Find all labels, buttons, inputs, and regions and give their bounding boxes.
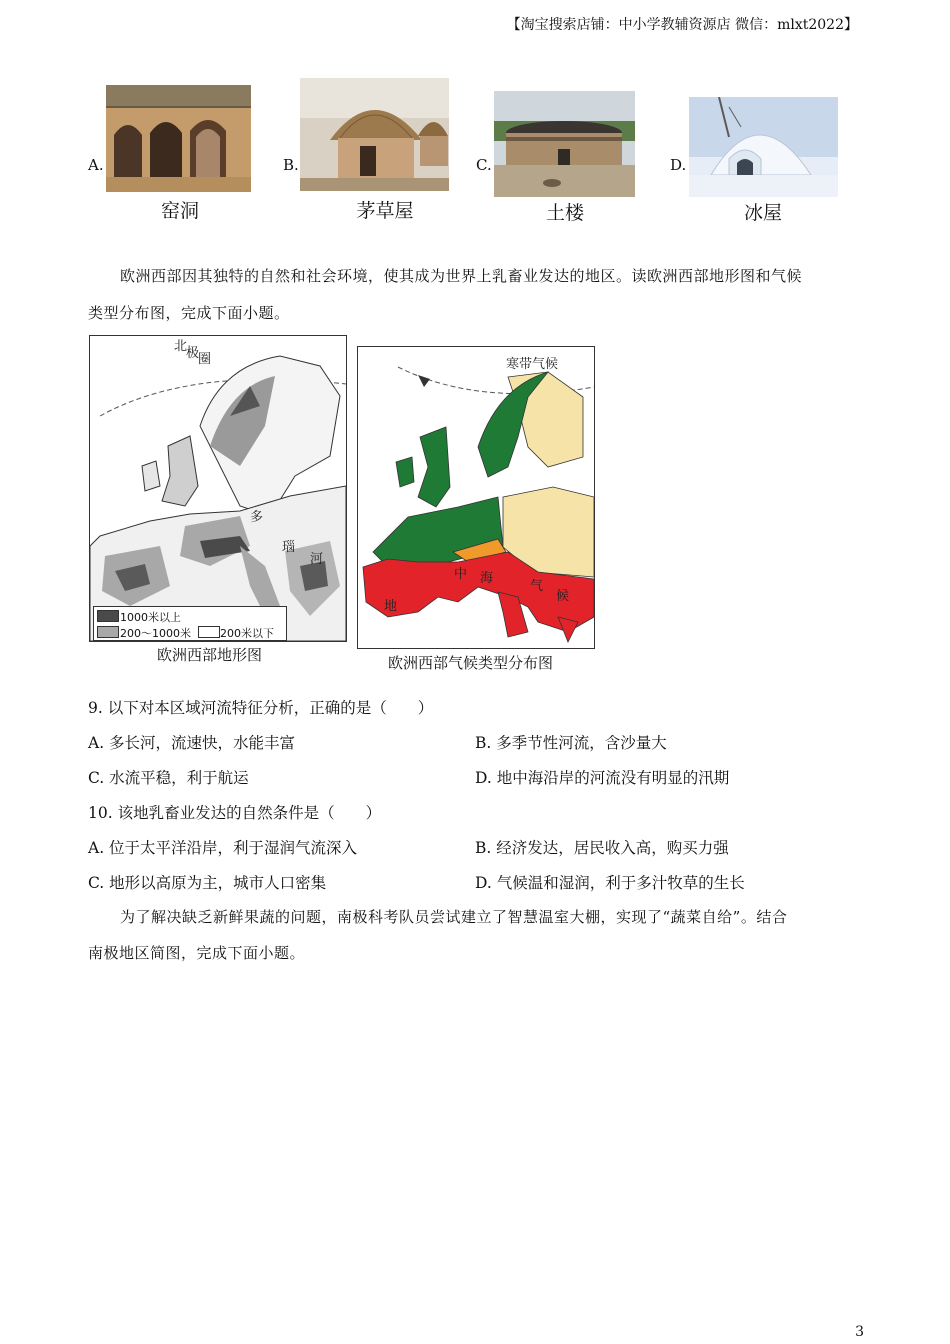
intro-paragraph-1 — [88, 256, 866, 297]
thatched-hut-photo — [300, 78, 449, 191]
arctic-circle-label: 北 — [174, 339, 188, 354]
climate-map — [357, 346, 595, 649]
q10-option-d[interactable]: D. 气候温和湿润，利于多汁牧草的生长 — [475, 874, 745, 892]
mediterranean-label: 中 — [454, 567, 468, 582]
option-caption: 土楼 — [545, 202, 584, 224]
intro-line: 欧洲西部因其独特的自然和社会环境，使其成为世界上乳畜业发达的地区。读欧洲西部地形图和气候 — [120, 267, 803, 285]
legend-swatch-low — [198, 626, 220, 638]
q9-option-d[interactable]: D. 地中海沿岸的河流没有明显的汛期 — [475, 769, 730, 787]
q9-option-b[interactable]: B. 多季节性河流，含沙量大 — [475, 734, 667, 752]
option-caption: 冰屋 — [743, 202, 782, 224]
arctic-circle-label: 圈 — [198, 352, 212, 367]
legend-label: 200～1000米 — [120, 627, 191, 640]
option-letter: C. — [476, 156, 492, 174]
igloo-photo — [689, 97, 838, 197]
earth-building-photo — [494, 91, 635, 197]
intro-line: 南极地区简图，完成下面小题。 — [88, 944, 306, 962]
legend-label: 1000米以上 — [120, 611, 181, 624]
option-caption: 茅草屋 — [356, 200, 414, 222]
option-letter: D. — [670, 156, 687, 174]
intro-paragraph-2 — [88, 897, 866, 938]
option-letter: A. — [88, 156, 104, 174]
mediterranean-label: 地 — [384, 599, 398, 614]
danube-label: 瑙 — [282, 540, 296, 555]
legend-label: 200米以下 — [220, 627, 274, 640]
option-caption: 窑洞 — [160, 200, 199, 222]
terrain-map-caption: 欧洲西部地形图 — [157, 646, 263, 664]
danube-label: 河 — [310, 552, 324, 567]
cold-climate-label: 寒带气候 — [506, 357, 559, 372]
house-options — [0, 78, 950, 228]
intro-paragraph-1-cont — [88, 293, 866, 334]
mediterranean-label: 候 — [556, 589, 570, 604]
intro-line: 为了解决缺乏新鲜果蔬的问题，南极科考队员尝试建立了智慧温室大棚，实现了“蔬菜自给”。结合 — [120, 908, 788, 926]
legend-swatch-high — [97, 610, 119, 622]
intro-paragraph-2-cont — [88, 933, 866, 974]
cave-dwelling-photo — [106, 85, 251, 192]
q10-option-b[interactable]: B. 经济发达，居民收入高，购买力强 — [475, 839, 729, 857]
page-number: 3 — [855, 1324, 864, 1340]
mediterranean-label: 气 — [530, 579, 544, 594]
q9-option-c[interactable]: C. 水流平稳，利于航运 — [88, 769, 249, 787]
legend-swatch-mid — [97, 626, 119, 638]
q10-stem: 10. 该地乳畜业发达的自然条件是（ ） — [88, 804, 382, 822]
climate-map-caption: 欧洲西部气候类型分布图 — [388, 654, 554, 672]
q9-stem: 9. 以下对本区域河流特征分析，正确的是（ ） — [88, 699, 434, 717]
danube-label: 多 — [250, 510, 264, 525]
mediterranean-label: 海 — [480, 571, 494, 586]
arctic-circle-label: 极 — [186, 346, 200, 361]
option-letter: B. — [283, 156, 299, 174]
q10-option-a[interactable]: A. 位于太平洋沿岸，利于湿润气流深入 — [88, 839, 358, 857]
q9-option-a[interactable]: A. 多长河，流速快，水能丰富 — [88, 734, 296, 752]
page-header: 【淘宝搜索店铺：中小学教辅资源店 微信：mlxt2022】 — [506, 17, 858, 33]
terrain-map — [89, 335, 347, 642]
intro-line: 类型分布图，完成下面小题。 — [88, 304, 290, 322]
q10-option-c[interactable]: C. 地形以高原为主，城市人口密集 — [88, 874, 327, 892]
terrain-legend — [93, 606, 287, 641]
